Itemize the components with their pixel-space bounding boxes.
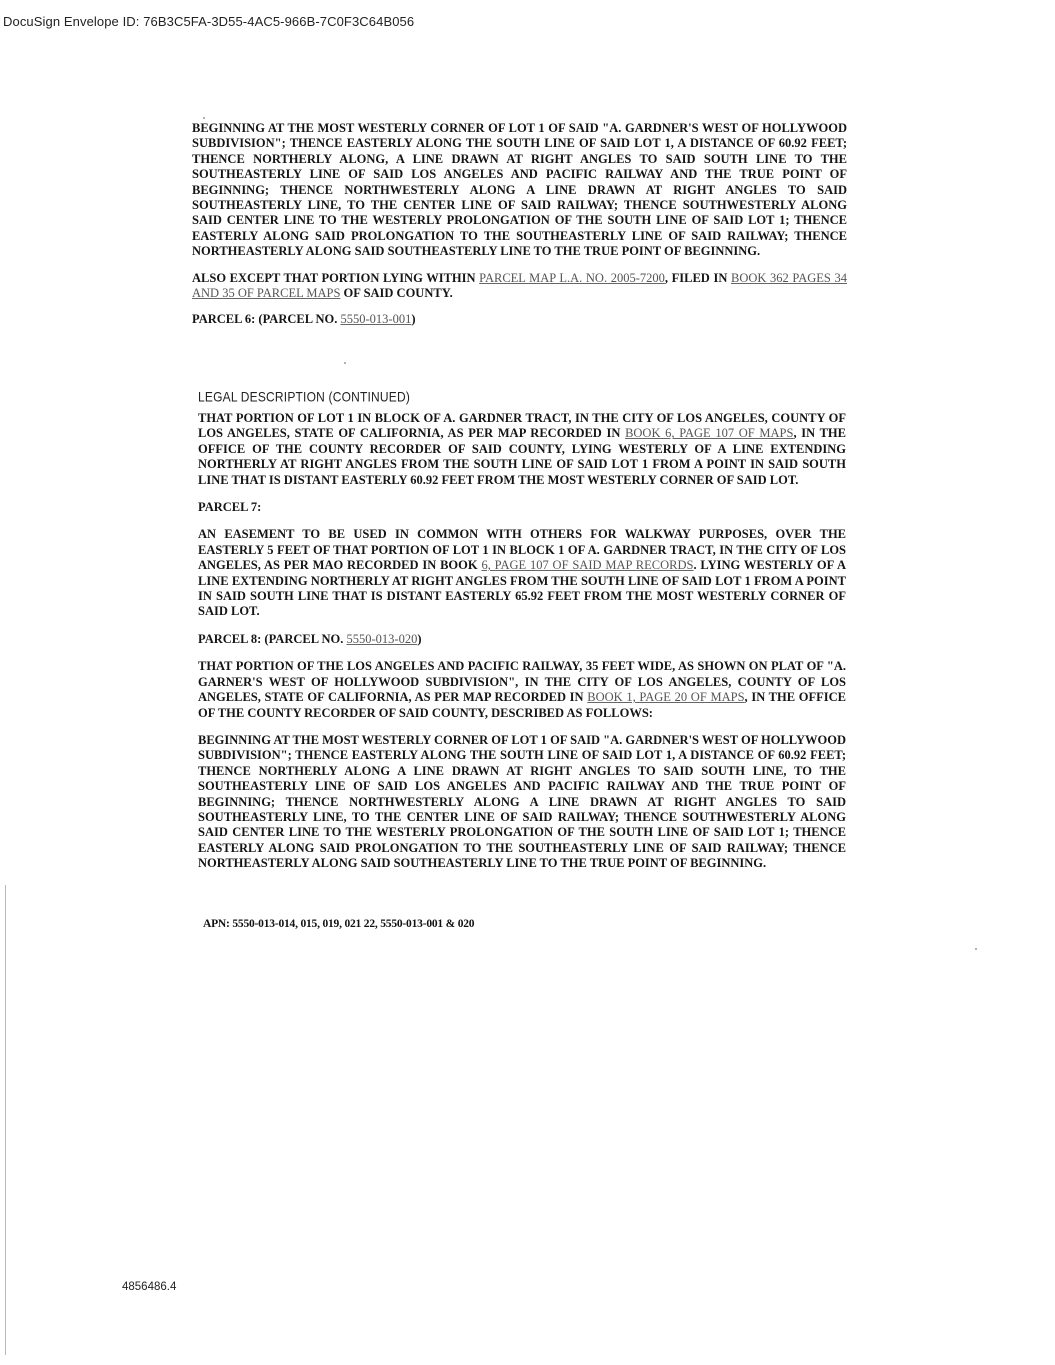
parcel-8-text: , IN THE OFFICE OF THE COUNTY RECORDER OF SAID COUNTY, DESCRIBED AS FOLLOWS:	[198, 690, 846, 720]
parcel-6-description	[198, 411, 846, 488]
parcel-6-text: , IN THE OFFICE OF THE COUNTY RECORDER OF SAID COUNTY, LYING WESTERLY OF A LINE EXTENDING NORTHERLY AT RIGHT ANGLES FROM THE SOUTH LINE OF SAID LOT 1 FROM A POINT IN SAID SOUTH LINE THAT IS DISTANT EASTERLY 60.92 FEET FROM THE MOST WESTERLY CORNER OF SAID LOT.	[198, 426, 846, 487]
legal-description-heading: LEGAL DESCRIPTION (CONTINUED)	[198, 389, 411, 405]
parcel-8-text: THAT PORTION OF THE LOS ANGELES AND PACIFIC RAILWAY, 35 FEET WIDE, AS SHOWN ON PLAT OF "A. GARNER'S WEST OF HOLLYWOOD SUBDIVISION", IN THE CITY OF LOS ANGELES, COUNTY OF LOS ANGELES, STATE OF CALIFORNIA, AS PER MAP RECORDED IN	[198, 659, 846, 705]
except-text: , FILED IN	[664, 270, 731, 285]
legal-text-block-2	[198, 411, 846, 872]
parcel-7-heading: PARCEL 7:	[198, 500, 262, 515]
parcel-6-heading	[192, 312, 847, 327]
parcel-7-description	[198, 527, 846, 619]
parcel-8-description	[198, 659, 846, 721]
map-records-reference: 6, PAGE 107 OF SAID MAP RECORDS	[481, 558, 694, 573]
parcel-6-text: THAT PORTION OF LOT 1 IN BLOCK OF A. GARDNER TRACT, IN THE CITY OF LOS ANGELES, COUNTY OF LOS ANGELES, STATE OF CALIFORNIA, AS PER MAP RECORDED IN	[198, 411, 846, 441]
parcel-7-text: . LYING WESTERLY OF A LINE EXTENDING NORTHERLY AT RIGHT ANGLES FROM THE SOUTH LINE OF SAID LOT 1 FROM A POINT IN SAID SOUTH LINE THAT IS DISTANT EASTERLY 65.92 FEET FROM THE MOST WESTERLY CORNER OF SAID LOT.	[198, 558, 846, 619]
legal-text-block-1	[192, 121, 847, 328]
apn-line: APN: 5550-013-014, 015, 019, 021 22, 5550-013-001 & 020	[203, 918, 475, 930]
parcel-8-label: )	[417, 631, 422, 646]
parcel-6-number: 5550-013-001	[340, 312, 412, 327]
except-text: OF SAID COUNTY.	[340, 286, 453, 301]
map-book-reference: BOOK 6, PAGE 107 OF MAPS	[625, 426, 794, 441]
parcel-8-label: PARCEL 8: (PARCEL NO.	[198, 631, 347, 646]
parcel-6-label: )	[411, 312, 416, 327]
parcel-6-label: PARCEL 6: (PARCEL NO.	[192, 312, 341, 327]
parcel-8-heading	[198, 632, 846, 647]
parcel-8-number: 5550-013-020	[346, 631, 418, 646]
except-paragraph	[192, 271, 847, 302]
except-text: ALSO EXCEPT THAT PORTION LYING WITHIN	[192, 270, 480, 285]
beginning-paragraph: BEGINNING AT THE MOST WESTERLY CORNER OF LOT 1 OF SAID "A. GARDNER'S WEST OF HOLLYWOOD SUBDIVISION"; THENCE EASTERLY ALONG THE SOUTH LINE OF SAID LOT 1, A DISTANCE OF 60.92 FEET; THENCE NORTHERLY ALONG, A LINE DRAWN AT RIGHT ANGLES TO SAID SOUTH LINE TO THE SOUTHEASTERLY LINE OF SAID LOS ANGELES AND PACIFIC RAILWAY AND THE TRUE POINT OF BEGINNING; THENCE NORTHWESTERLY ALONG A LINE DRAWN AT RIGHT ANGLES TO SAID SOUTHEASTERLY LINE, TO THE CENTER LINE OF SAID RAILWAY; THENCE SOUTHWESTERLY ALONG SAID CENTER LINE TO THE WESTERLY PROLONGATION OF THE SOUTH LINE OF SAID LOT 1; THENCE EASTERLY ALONG SAID PROLONGATION TO THE SOUTHEASTERLY LINE OF SAID RAILWAY; THENCE NORTHEASTERLY ALONG SAID SOUTHEASTERLY LINE TO THE TRUE POINT OF BEGINNING.	[192, 121, 847, 259]
scan-speck	[975, 948, 977, 950]
scan-speck	[203, 117, 205, 119]
parcel-8-beginning-paragraph: BEGINNING AT THE MOST WESTERLY CORNER OF LOT 1 OF SAID "A. GARDNER'S WEST OF HOLLYWOOD SUBDIVISION"; THENCE EASTERLY ALONG THE SOUTH LINE OF SAID LOT 1, A DISTANCE OF 60.92 FEET; THENCE NORTHERLY ALONG A LINE DRAWN AT RIGHT ANGLES TO SAID SOUTH LINE, TO THE SOUTHEASTERLY LINE OF SAID LOS ANGELES AND PACIFIC RAILWAY AND THE TRUE POINT OF BEGINNING; THENCE NORTHWESTERLY ALONG A LINE DRAWN AT RIGHT ANGLES TO SAID SOUTHEASTERLY LINE, TO THE CENTER LINE OF SAID RAILWAY; THENCE SOUTHWESTERLY ALONG SAID CENTER LINE TO THE WESTERLY PROLONGATION OF THE SOUTH LINE OF SAID LOT 1; THENCE EASTERLY ALONG SAID PROLONGATION TO THE SOUTHEASTERLY LINE OF SAID RAILWAY; THENCE NORTHEASTERLY ALONG SAID SOUTHEASTERLY LINE TO THE TRUE POINT OF BEGINNING.	[198, 732, 846, 871]
scan-speck	[344, 362, 346, 364]
parcel-map-reference: PARCEL MAP L.A. NO. 2005-7200	[479, 270, 665, 285]
envelope-id: DocuSign Envelope ID: 76B3C5FA-3D55-4AC5-966B-7C0F3C64B056	[3, 14, 415, 29]
scan-edge-line	[5, 885, 6, 1355]
parcel-7-text: AN EASEMENT TO BE USED IN COMMON WITH OTHERS FOR WALKWAY PURPOSES, OVER THE EASTERLY 5 FEET OF THAT PORTION OF LOT 1 IN BLOCK 1 OF A. GARDNER TRACT, IN THE CITY OF LOS ANGELES, AS PER MAO RECORDED IN BOOK	[198, 527, 846, 573]
document-number: 4856486.4	[122, 1281, 177, 1293]
book-reference: BOOK 362 PAGES 34 AND 35 OF PARCEL MAPS	[192, 270, 847, 301]
book-page-reference: BOOK 1, PAGE 20 OF MAPS	[587, 690, 745, 705]
